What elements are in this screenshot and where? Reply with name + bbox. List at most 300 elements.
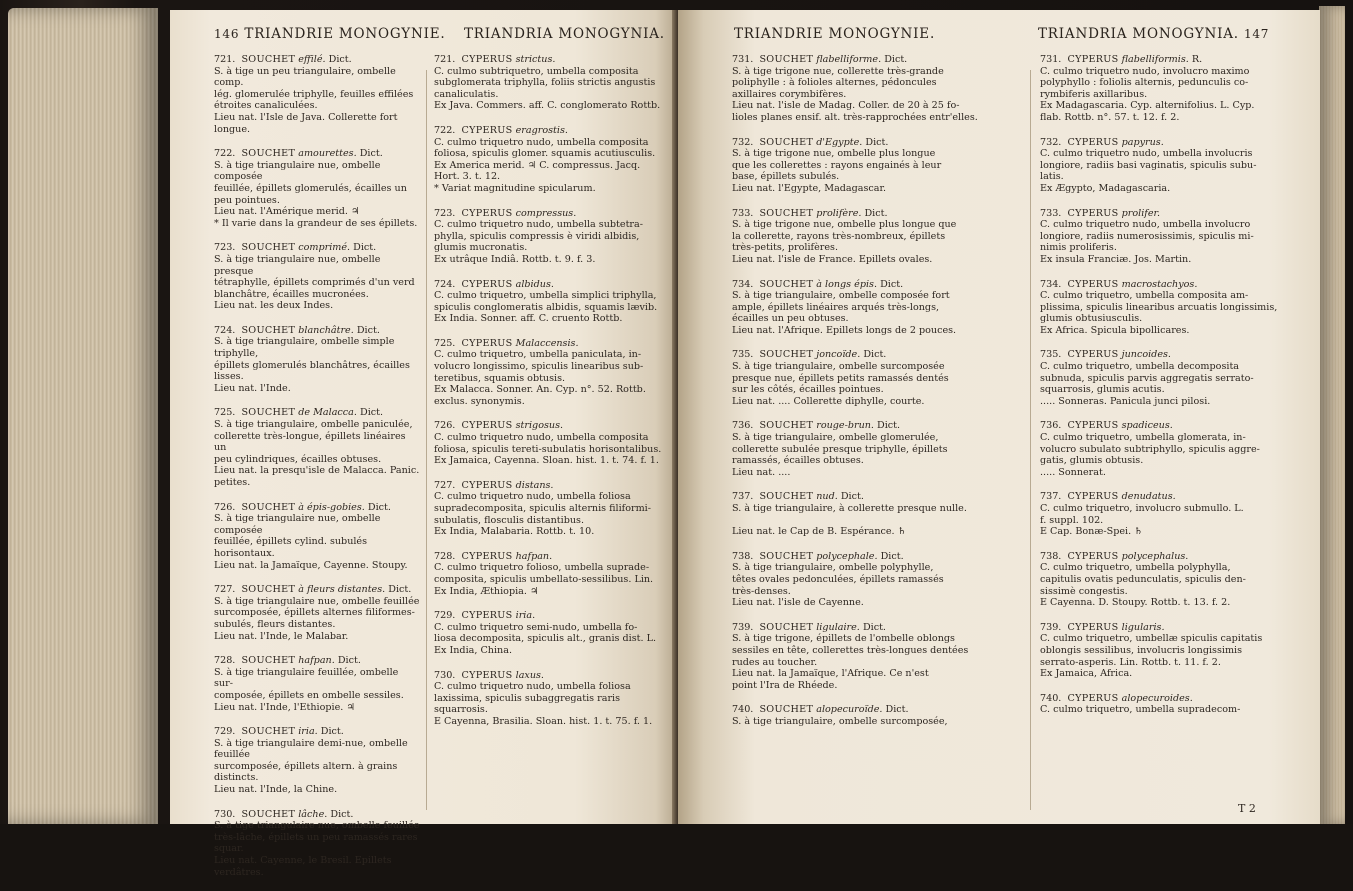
entry-line: feuillée, épillets cylind. subulés horisontaux. <box>214 536 368 559</box>
french-column <box>214 54 420 891</box>
entry-line: Ex India, China. <box>434 644 512 656</box>
entry-heading <box>434 420 670 432</box>
species-entry <box>434 338 670 408</box>
species-epithet: rouge-brun. <box>816 420 874 432</box>
entry-number: 736. <box>1040 420 1062 432</box>
species-entry <box>434 480 670 538</box>
entry-heading <box>1040 208 1300 220</box>
entry-number: 736. <box>732 420 754 432</box>
page-edges-left <box>8 8 158 824</box>
entry-number: 726. <box>214 501 236 513</box>
entry-line: Ex Jamaica, Cayenna. Sloan. hist. 1. t. 74. f. 1. <box>434 455 659 467</box>
left-page-header <box>214 26 445 42</box>
authority: R. <box>1191 54 1203 65</box>
entry-line: surcomposée, épillets alternes filiformes- <box>214 607 415 619</box>
entry-line: très-lâche, épillets un peu ramassés rares squar. <box>214 831 418 855</box>
species-entry <box>732 54 1022 124</box>
species-entry <box>732 551 1022 609</box>
authority: Dict. <box>840 491 864 503</box>
entry-line: laxissima, spiculis subaggregatis raris squarrosis. <box>434 692 621 716</box>
page-number: 146 <box>214 27 240 41</box>
entry-heading <box>434 338 670 350</box>
entry-line: Ex utrâque Indiâ. Rottb. t. 9. f. 3. <box>434 253 596 265</box>
authority: Dict. <box>862 621 886 633</box>
entry-heading <box>1040 349 1300 361</box>
entry-line: glumis mucronatis. <box>434 242 528 254</box>
species-entry <box>214 242 420 312</box>
species-epithet: Malaccensis. <box>515 337 579 349</box>
species-epithet: à fleurs distantes. <box>298 584 386 596</box>
entry-line: volucro longissimo, spiculis linearibus sub- <box>434 361 644 373</box>
entry-line: têtes ovales pedonculées, épillets ramassés <box>732 573 944 585</box>
species-entry <box>732 491 1022 537</box>
entry-number: 722. <box>434 124 456 136</box>
species-epithet: macrostachyos. <box>1121 278 1198 290</box>
species-epithet: hafpan. <box>515 550 553 562</box>
entry-line: la collerette, rayons très-nombreux, épillets <box>732 230 946 242</box>
entry-heading <box>214 242 420 254</box>
species-entry <box>434 670 670 728</box>
genus-name: CYPERUS <box>461 54 513 65</box>
entry-line: E Cayenna, Brasilia. Sloan. hist. 1. t. 75. f. 1. <box>434 715 653 727</box>
entry-line: Lieu nat. l'isle de France. Epillets ovales. <box>732 253 933 265</box>
authority: Dict. <box>877 420 901 432</box>
entry-line: S. à tige triangulaire, ombelle polyphylle, <box>732 562 934 574</box>
species-entry <box>1040 349 1300 407</box>
authority: Dict. <box>353 242 377 254</box>
entry-heading <box>1040 491 1300 503</box>
species-entry <box>732 279 1022 337</box>
species-epithet: albidus. <box>515 278 554 290</box>
entry-line: E Cayenna. D. Stoupy. Rottb. t. 13. f. 2. <box>1040 597 1231 609</box>
entry-line: peu pointues. <box>214 194 280 206</box>
entry-line: ramassés, écailles obtuses. <box>732 455 864 467</box>
entry-line: lég. glomerulée triphylle, feuilles effilées <box>214 88 414 100</box>
entry-line: Lieu nat. l'isle de Cayenne. <box>732 597 864 609</box>
entry-number: 735. <box>1040 349 1062 361</box>
entry-line: feuillée, épillets glomerulés, écailles un <box>214 182 407 194</box>
authority: Dict. <box>356 324 380 336</box>
entry-heading <box>732 208 1022 220</box>
entry-line: C. culmo triquetro, involucro submullo. L. <box>1040 503 1244 514</box>
french-column <box>732 54 1022 741</box>
genus-name: SOUCHET <box>759 278 814 290</box>
entry-heading <box>732 420 1022 432</box>
species-entry <box>214 726 420 796</box>
entry-line: tétraphylle, épillets comprimés d'un verd <box>214 277 415 289</box>
entry-line: C. culmo triquetro nudo, umbella composita <box>434 136 649 148</box>
entry-line: gatis, glumis obtusis. <box>1040 455 1144 467</box>
entry-heading <box>214 54 420 66</box>
entry-line: Lieu nat. l'Inde. <box>214 382 291 394</box>
authority: Dict. <box>863 349 887 361</box>
entry-line: Ex Jamaica, Africa. <box>1040 668 1133 680</box>
genus-name: CYPERUS <box>461 610 513 622</box>
entry-line: S. à tige triangulaire, ombelle composée fort <box>732 290 950 302</box>
genus-name: CYPERUS <box>1067 491 1119 503</box>
species-entry <box>1040 693 1300 716</box>
column-rule <box>1030 70 1031 810</box>
entry-heading <box>214 726 420 738</box>
authority: Dict. <box>884 54 908 65</box>
genus-name: CYPERUS <box>1067 207 1119 219</box>
genus-name: CYPERUS <box>461 124 513 136</box>
genus-name: CYPERUS <box>461 420 513 432</box>
species-entry <box>434 610 670 656</box>
entry-line: volucro subulato subtriphyllo, spiculis aggre- <box>1040 443 1260 455</box>
species-entry <box>732 208 1022 266</box>
entry-line: C. culmo triquetro semi-nudo, umbella fo- <box>434 621 638 633</box>
entry-line: que les collerettes : rayons engainés à leur <box>732 159 942 171</box>
species-epithet: à longs épis. <box>816 278 878 290</box>
entry-line: polyphyllo : foliolis alternis, pedunculis co- <box>1040 77 1249 89</box>
entry-line: Ex India, Malabaria. Rottb. t. 10. <box>434 526 595 538</box>
entry-line: S. à tige triangulaire nue, ombelle composée <box>214 159 381 183</box>
entry-line: S. à tige triangulaire nue, ombelle feuillée <box>214 820 420 832</box>
entry-line: S. à tige triangulaire, ombelle surcomposée <box>732 361 945 373</box>
entry-number: 726. <box>434 420 456 432</box>
species-epithet: à épis-gobies. <box>298 501 365 513</box>
entry-line: Lieu nat. l'Amérique merid. ♃ <box>214 206 360 218</box>
entry-number: 723. <box>434 207 456 219</box>
authority: Dict. <box>880 278 904 290</box>
authority: Dict. <box>880 550 904 562</box>
species-epithet: prolifer. <box>1121 207 1161 219</box>
entry-line: * Variat magnitudine spicularum. <box>434 182 596 194</box>
entry-line: C. culmo triquetro nudo, umbella composita <box>434 432 649 444</box>
entry-line: C. culmo triquetro nudo, umbella subtetra- <box>434 219 643 231</box>
authority: Dict. <box>337 655 361 667</box>
genus-name: CYPERUS <box>461 337 513 349</box>
entry-line: Lieu nat. l'Inde, le Malabar. <box>214 630 349 642</box>
entry-line: Lieu nat. l'Inde, la Chine. <box>214 784 338 796</box>
entry-number: 728. <box>434 550 456 562</box>
entry-line: ..... Sonneras. Panicula junci pilosi. <box>1040 395 1211 407</box>
entry-line: Ex India. Sonner. aff. C. cruento Rottb. <box>434 313 623 325</box>
authority: Dict. <box>388 584 412 596</box>
species-epithet: alopecuroïde. <box>816 704 883 716</box>
entry-line: S. à tige trigone, épillets de l'ombelle oblongs <box>732 633 955 645</box>
entry-line: C. culmo triquetro, umbella supradecom- <box>1040 704 1241 716</box>
entry-heading <box>1040 622 1300 634</box>
genus-name: CYPERUS <box>461 278 513 290</box>
entry-line: C. culmo triquetro nudo, umbella foliosa <box>434 491 631 503</box>
authority: Dict. <box>360 407 384 419</box>
genus-name: SOUCHET <box>759 704 814 716</box>
column-rule <box>426 70 427 810</box>
entry-heading <box>732 622 1022 634</box>
genus-name: SOUCHET <box>759 420 814 432</box>
genus-name: SOUCHET <box>241 148 296 160</box>
species-epithet: eragrostis. <box>515 124 568 136</box>
entry-line: S. à tige triangulaire, ombelle surcomposée, <box>732 715 948 727</box>
entry-line: S. à tige triangulaire demi-nue, ombelle feuillée <box>214 737 408 761</box>
entry-number: 738. <box>1040 550 1062 562</box>
entry-heading <box>214 502 420 514</box>
species-epithet: compressus. <box>515 207 577 219</box>
entry-heading <box>1040 551 1300 563</box>
entry-heading <box>732 551 1022 563</box>
genus-name: SOUCHET <box>759 550 814 562</box>
genus-name: CYPERUS <box>1067 692 1119 704</box>
entry-line: nimis proliferis. <box>1040 242 1117 254</box>
genus-name: SOUCHET <box>759 491 814 503</box>
genus-name: SOUCHET <box>241 808 296 820</box>
entry-line: Lieu nat. l'Afrique. Epillets longs de 2 pouces. <box>732 324 957 336</box>
entry-line: C. culmo triquetro, umbella composita am- <box>1040 290 1249 302</box>
entry-line: C. culmo triquetro, umbella polyphylla, <box>1040 562 1231 574</box>
entry-line: presque nue, épillets petits ramassés dentés <box>732 372 949 384</box>
entry-number: 731. <box>732 54 754 65</box>
species-epithet: polycephalus. <box>1121 550 1189 562</box>
species-epithet: iria. <box>298 726 318 738</box>
entry-heading <box>434 54 670 66</box>
genus-name: SOUCHET <box>241 655 296 667</box>
entry-line: S. à tige un peu triangulaire, ombelle comp. <box>214 65 396 89</box>
entry-number: 739. <box>1040 621 1062 633</box>
genus-name: SOUCHET <box>241 242 296 254</box>
entry-line: S. à tige trigone nue, ombelle plus longue <box>732 148 936 160</box>
entry-line: foliosa, spiculis tereti-subulatis horisontalibus. <box>434 443 662 455</box>
entry-line: longiore, radiis basi vaginatis, spiculis subu- <box>1040 159 1257 171</box>
entry-line: Lieu nat. l'Egypte, Madagascar. <box>732 182 887 194</box>
genus-name: SOUCHET <box>241 324 296 336</box>
authority: Dict. <box>330 808 354 820</box>
species-entry <box>214 325 420 395</box>
entry-line: composita, spiculis umbellato-sessilibus. Lin. <box>434 573 654 585</box>
entry-number: 733. <box>1040 207 1062 219</box>
entry-line: squarrosis, glumis acutis. <box>1040 384 1165 396</box>
entry-number: 724. <box>434 278 456 290</box>
running-head-french: TRIANDRIE MONOGYNIE. <box>244 26 446 42</box>
entry-line: Lieu nat. la presqu'isle de Malacca. Panic. petites. <box>214 465 420 488</box>
species-epithet: lâche. <box>298 808 328 820</box>
entry-line: rymbiferis axillaribus. <box>1040 88 1148 100</box>
species-epithet: laxus. <box>515 669 544 681</box>
entry-line: ..... Sonnerat. <box>1040 466 1106 478</box>
entry-heading <box>434 480 670 492</box>
genus-name: SOUCHET <box>241 407 296 419</box>
species-entry <box>434 551 670 597</box>
entry-line: collerette très-longue, épillets linéaires un <box>214 430 406 454</box>
entry-line: Ex Java. Commers. aff. C. conglomerato Rottb. <box>434 100 661 112</box>
entry-heading <box>434 279 670 291</box>
running-head-latin: TRIANDRIA MONOGYNIA. <box>1038 26 1239 42</box>
entry-number: 740. <box>1040 692 1062 704</box>
species-epithet: blanchâtre. <box>298 324 354 336</box>
species-entry <box>214 584 420 642</box>
entry-number: 734. <box>1040 278 1062 290</box>
species-epithet: juncoides. <box>1121 349 1171 361</box>
entry-number: 723. <box>214 242 236 254</box>
entry-line: phylla, spiculis compressis è viridi albidis, <box>434 230 640 242</box>
entry-number: 739. <box>732 621 754 633</box>
genus-name: CYPERUS <box>461 669 513 681</box>
running-head-latin: TRIANDRIA MONOGYNIA. <box>464 26 665 42</box>
species-epithet: ligularis. <box>1121 621 1165 633</box>
entry-line: Lieu nat. l'Isle de Java. Collerette fort longue. <box>214 111 398 135</box>
entry-number: 737. <box>732 491 754 503</box>
genus-name: CYPERUS <box>1067 550 1119 562</box>
species-epithet: spadiceus. <box>1121 420 1173 432</box>
entry-line: C. culmo triquetro nudo, umbella involucris <box>1040 148 1253 160</box>
genus-name: CYPERUS <box>1067 349 1119 361</box>
species-epithet: strigosus. <box>515 420 564 432</box>
entry-heading <box>1040 420 1300 432</box>
entry-line: teretibus, squamis obtusis. <box>434 372 566 384</box>
entry-line: subglomerata triphylla, foliis strictis angustis <box>434 77 656 89</box>
entry-line: glumis obtusiusculis. <box>1040 313 1143 325</box>
genus-name: SOUCHET <box>759 54 814 65</box>
species-epithet: iria. <box>515 610 536 622</box>
species-entry <box>1040 137 1300 195</box>
entry-line: serrato-asperis. Lin. Rottb. t. 11. f. 2. <box>1040 656 1221 668</box>
species-epithet: effilé. <box>298 54 326 65</box>
left-page <box>170 10 676 878</box>
entry-line: E Cap. Bonæ-Spei. ♄ <box>1040 526 1143 538</box>
entry-line: Lieu nat. les deux Indes. <box>214 300 334 312</box>
entry-line: Lieu nat. la Jamaïque, l'Afrique. Ce n'est <box>732 668 929 680</box>
entry-heading <box>1040 54 1300 66</box>
entry-line: longiore, radiis numerosissimis, spiculis mi- <box>1040 230 1254 242</box>
entry-line: S. à tige trigone nue, ombelle plus longue que <box>732 219 957 231</box>
entry-line: axillaires corymbifères. <box>732 88 847 100</box>
entry-line: très-denses. <box>732 585 791 597</box>
entry-heading <box>434 208 670 220</box>
latin-column <box>434 54 670 741</box>
entry-line: poliphylle : à folioles alternes, pédoncules <box>732 77 937 89</box>
species-entry <box>434 125 670 195</box>
species-epithet: flabelliforme. <box>816 54 882 65</box>
entry-number: 725. <box>434 337 456 349</box>
genus-name: CYPERUS <box>1067 420 1119 432</box>
entry-line: C. culmo triquetro, umbella paniculata, in- <box>434 349 642 361</box>
entry-line: Lieu nat. la Jamaïque, Cayenne. Stoupy. <box>214 559 408 571</box>
entry-line: Hort. 3. t. 12. <box>434 171 501 183</box>
genus-name: SOUCHET <box>241 726 296 738</box>
species-entry <box>1040 551 1300 609</box>
entry-line: très-petits, prolifères. <box>732 242 839 254</box>
entry-line: épillets glomerulés blanchâtres, écailles lisses. <box>214 359 410 383</box>
species-entry <box>214 407 420 488</box>
species-entry <box>434 279 670 325</box>
entry-heading <box>214 325 420 337</box>
species-entry <box>732 420 1022 478</box>
species-epithet: hafpan. <box>298 655 335 667</box>
entry-line: subulés, fleurs distantes. <box>214 618 336 630</box>
entry-line: C. culmo triquetro nudo, umbella foliosa <box>434 681 631 693</box>
entry-line: lioles planes ensif. alt. très-rapprochées entr'elles. <box>732 111 978 123</box>
entry-number: 734. <box>732 278 754 290</box>
authority: Dict. <box>885 704 909 716</box>
entry-line: f. suppl. 102. <box>1040 514 1104 526</box>
entry-line: subnuda, spiculis parvis aggregatis serrato- <box>1040 372 1254 384</box>
entry-number: 740. <box>732 704 754 716</box>
authority: Dict. <box>864 207 888 219</box>
entry-line: S. à tige triangulaire, ombelle paniculée, <box>214 419 413 431</box>
genus-name: SOUCHET <box>241 54 296 65</box>
entry-line: C. culmo subtriquetro, umbella composita <box>434 65 639 77</box>
entry-line: S. à tige triangulaire nue, ombelle presque <box>214 253 381 277</box>
entry-line: subulatis, flosculis distantibus. <box>434 514 585 526</box>
genus-name: SOUCHET <box>241 501 296 513</box>
entry-line: S. à tige trigone nue, collerette très-grande <box>732 65 944 77</box>
species-entry <box>434 420 670 466</box>
species-entry <box>1040 622 1300 680</box>
authority: Dict. <box>367 501 391 513</box>
entry-heading <box>1040 279 1300 291</box>
entry-heading <box>434 610 670 622</box>
entry-line: C. culmo triquetro, umbella glomerata, in- <box>1040 432 1246 444</box>
species-epithet: joncoïde. <box>816 349 861 361</box>
species-entry <box>434 208 670 266</box>
authority: Dict. <box>328 54 352 65</box>
species-entry <box>214 54 420 135</box>
entry-number: 724. <box>214 324 236 336</box>
entry-heading <box>1040 137 1300 149</box>
entry-line: Lieu nat. l'isle de Madag. Coller. de 20 à 25 fo- <box>732 100 960 112</box>
authority: Dict. <box>865 136 889 148</box>
genus-name: SOUCHET <box>759 349 814 361</box>
entry-heading <box>732 54 1022 66</box>
entry-heading <box>732 137 1022 149</box>
entry-number: 732. <box>1040 136 1062 148</box>
entry-line: canaliculatis. <box>434 88 499 100</box>
entry-line: Lieu nat. .... Collerette diphylle, courte. <box>732 395 925 407</box>
entry-line: S. à tige triangulaire feuillée, ombelle sur- <box>214 666 399 690</box>
entry-line: ample, épillets linéaires arqués très-longs, <box>732 301 940 313</box>
entry-line: blanchâtre, écailles mucronées. <box>214 288 369 300</box>
signature-mark: T 2 <box>1238 802 1256 815</box>
entry-line: foliosa, spiculis glomer. squamis acutiusculis. <box>434 148 656 160</box>
entry-heading <box>732 491 1022 503</box>
entry-line: Ex Africa. Spicula bipollicares. <box>1040 324 1190 336</box>
entry-number: 738. <box>732 550 754 562</box>
entry-line: C. culmo triquetro, umbella simplici triphylla, <box>434 290 657 302</box>
entry-heading <box>214 809 420 821</box>
genus-name: CYPERUS <box>1067 136 1119 148</box>
entry-line: collerette subulée presque triphylle, épillets <box>732 443 948 455</box>
entry-line: Ex insula Franciæ. Jos. Martin. <box>1040 253 1192 265</box>
entry-heading <box>214 584 420 596</box>
entry-line: écailles un peu obtuses. <box>732 313 849 325</box>
entry-line: Lieu nat. le Cap de B. Espérance. ♄ <box>732 526 907 538</box>
genus-name: CYPERUS <box>461 479 513 491</box>
entry-number: 722. <box>214 148 236 160</box>
entry-line: point l'Ira de Rhéede. <box>732 679 838 691</box>
entry-line: liosa decomposita, spiculis alt., granis dist. L. <box>434 633 657 645</box>
species-epithet: polycephale. <box>816 550 878 562</box>
entry-number: 732. <box>732 136 754 148</box>
entry-line: composée, épillets en ombelle sessiles. <box>214 689 404 701</box>
species-epithet: flabelliformis. <box>1121 54 1189 65</box>
species-entry <box>214 502 420 572</box>
entry-line: latis. <box>1040 171 1064 183</box>
genus-name: SOUCHET <box>759 136 814 148</box>
species-entry <box>732 137 1022 195</box>
species-epithet: alopecuroides. <box>1121 692 1193 704</box>
entry-line: rudes au toucher. <box>732 656 818 668</box>
entry-line: Ex Malacca. Sonner. An. Cyp. n°. 52. Rottb. <box>434 384 646 396</box>
species-epithet: d'Egypte. <box>816 136 863 148</box>
entry-line: étroites canaliculées. <box>214 100 318 112</box>
entry-number: 721. <box>214 54 236 65</box>
entry-number: 729. <box>214 726 236 738</box>
entry-line: Lieu nat. .... <box>732 466 791 478</box>
entry-line: sessiles en tête, collerettes très-longues dentées <box>732 644 969 656</box>
entry-line: supradecomposita, spiculis alternis filiformi- <box>434 503 651 514</box>
entry-line: sur les côtés, écailles pointues. <box>732 384 884 396</box>
